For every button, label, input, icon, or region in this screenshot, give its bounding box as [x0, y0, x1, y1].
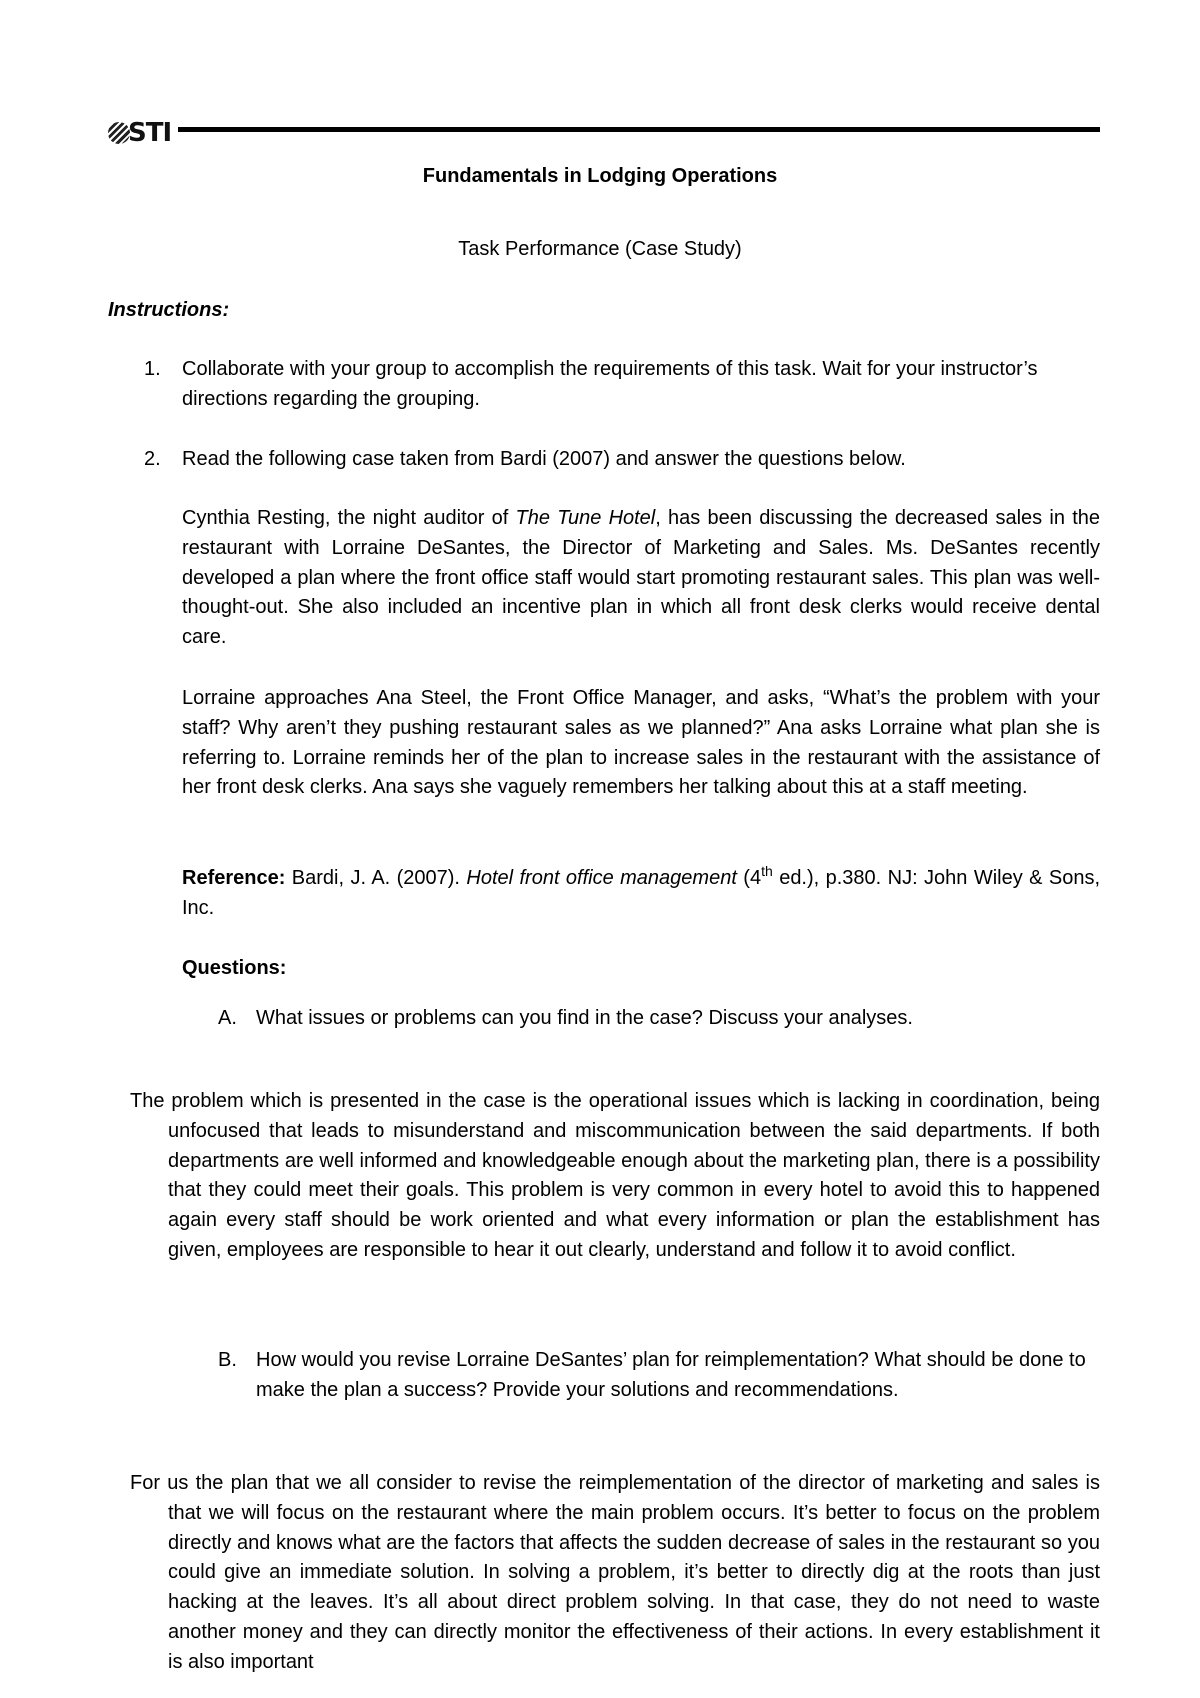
questions-label: Questions:: [182, 957, 287, 979]
reference-edition-sup: th: [761, 863, 773, 879]
document-subtitle: Task Performance (Case Study): [458, 238, 742, 260]
reference-rest: ed.), p.380. NJ: John Wiley & Sons, Inc.: [182, 867, 1101, 919]
question-text: How would you revise Lorraine DeSantes’ plan for reimplementation? What should be done to make the plan a success? Provide your solutions and recommendations.: [256, 1349, 1086, 1401]
instruction-text: Read the following case taken from Bardi (2007) and answer the questions below.: [182, 448, 906, 470]
header-rule: [178, 127, 1100, 132]
instruction-item-2: [108, 445, 1100, 475]
case-paragraph-1: [182, 504, 1100, 653]
instruction-item-1: [108, 355, 1100, 415]
globe-icon: [108, 122, 130, 144]
reference: [182, 864, 1100, 924]
question-b: [182, 1346, 1100, 1406]
question-text: What issues or problems can you find in the case? Discuss your analyses.: [256, 1007, 913, 1029]
reference-book-title: Hotel front office management: [466, 867, 737, 889]
hotel-name: The Tune Hotel: [515, 507, 656, 529]
instruction-number: 2.: [144, 448, 161, 470]
case-p1-end: , has been discussing the decreased sales in the restaurant with Lorraine DeSantes, the Director of Marketing and Sales. Ms. DeSantes recently developed a plan where the front office staff would start promoting restaurant sales. This plan was well-thought-out. She also included an incentive plan in which all front desk clerks would receive dental care.: [182, 507, 1101, 649]
answer-a: The problem which is presented in the case is the operational issues which is lacking in coordination, being unfocused that leads to misunderstand and miscommunication between the said departments. If both departments are well informed and knowledgeable enough about the marketing plan, there is a possibility that they could meet their goals. This problem is very common in every hotel to avoid this to happened again every staff should be work oriented and what every information or plan the establishment has given, employees are responsible to hear it out clearly, understand and follow it to avoid conflict.: [130, 1090, 1100, 1261]
sti-logo: [108, 120, 171, 146]
reference-edition: (4: [736, 867, 762, 889]
logo-text: STI: [128, 118, 172, 148]
case-p1-start: Cynthia Resting, the night auditor of: [182, 507, 516, 529]
question-a: [182, 1004, 1100, 1034]
document-title: Fundamentals in Lodging Operations: [422, 165, 778, 187]
question-letter: B.: [218, 1349, 237, 1371]
instruction-number: 1.: [144, 358, 161, 380]
reference-author: Bardi, J. A. (2007).: [285, 867, 467, 889]
reference-label: Reference:: [182, 867, 286, 889]
page-header: [108, 120, 1100, 150]
case-paragraph-2: Lorraine approaches Ana Steel, the Front Office Manager, and asks, “What’s the problem with your staff? Why aren’t they pushing restaurant sales as we planned?” Ana asks Lorraine what plan she is referring to. Lorraine reminds her of the plan to increase sales in the restaurant with the assistance of her front desk clerks. Ana says she vaguely remembers her talking about this at a staff meeting.: [182, 687, 1100, 799]
answer-b: For us the plan that we all consider to revise the reimplementation of the director of marketing and sales is that we will focus on the restaurant where the main problem occurs. It’s better to focus on the problem directly and knows what are the factors that affects the sudden decrease of sales in the restaurant so you could give an immediate solution. In solving a problem, it’s better to directly dig at the roots than just hacking at the leaves. It’s all about direct problem solving. In that case, they do not need to waste another money and they can directly monitor the effectiveness of their actions. In every establishment it is also important: [130, 1472, 1100, 1673]
instruction-text: Collaborate with your group to accomplish the requirements of this task. Wait for your instructor’s directions regarding the grouping.: [182, 358, 1038, 410]
instructions-label: Instructions:: [108, 299, 230, 321]
question-letter: A.: [218, 1007, 237, 1029]
